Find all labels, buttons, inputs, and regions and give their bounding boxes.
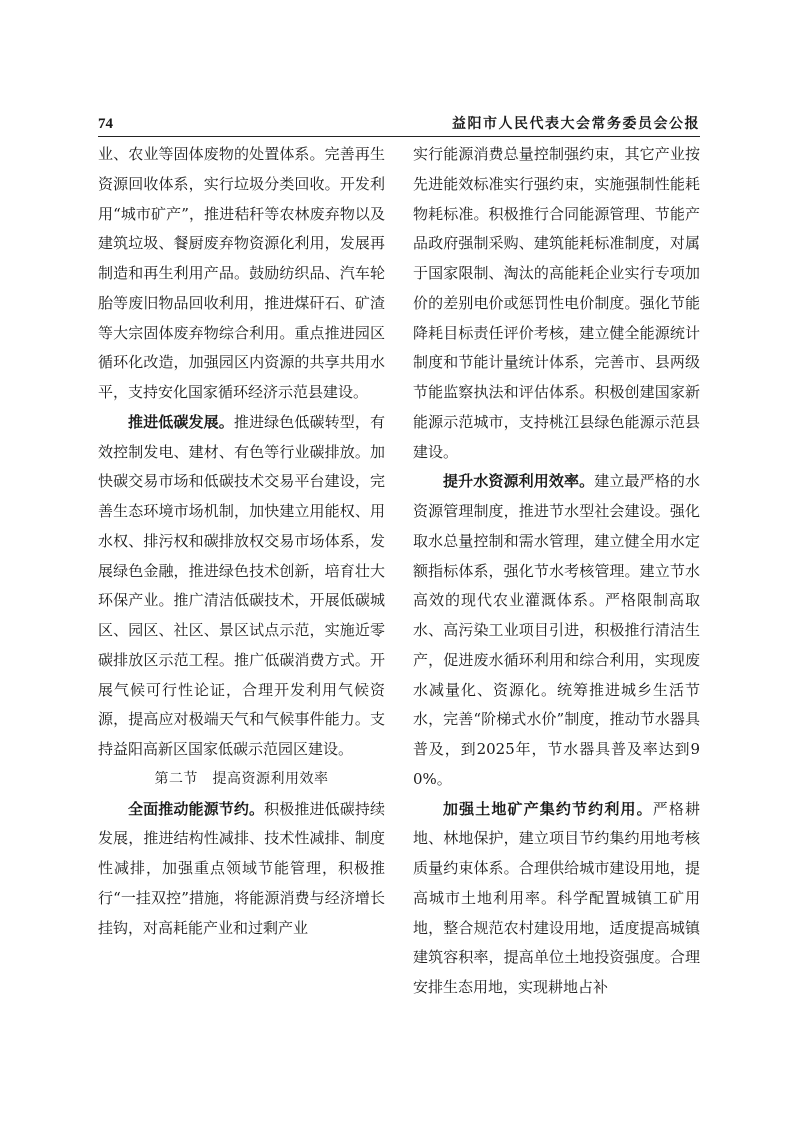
paragraph-text: 推进绿色低碳转型，有效控制发电、建材、有色等行业碳排放。加快碳交易市场和低碳技术交易平台建设，完善生态环境市场机制，加快建立用能权、用水权、排污权和碳排放权交易市场体系，发展绿色金融，推进绿色技术创新，培育壮大环保产业。推广清洁低碳技术，开展低碳城区、园区、社区、景区试点示范，实施近零碳排放区示范工程。推广低碳消费方式。开展气候可行性论证，合理开发利用气候资源，提高应对极端天气和气候事件能力。支持益阳高新区国家低碳示范园区建设。 (98, 412, 385, 758)
right-column (413, 140, 700, 1003)
paragraph-text: 实行能源消费总量控制强约束，其它产业按先进能效标准实行强约束，实施强制性能耗物耗标准。积极推行合同能源管理、节能产品政府强制采购、建筑能耗标准制度，对属于国家限制、淘汰的高能耗企业实行专项加价的差别电价或惩罚性电价制度。强化节能降耗目标责任评价考核，建立健全能源统计制度和节能计量统计体系，完善市、县两级节能监察执法和评估体系。积极创建国家新能源示范城市，支持桃江县绿色能源示范县建设。 (413, 145, 700, 461)
paragraph-land (413, 795, 700, 1003)
page-header (98, 114, 700, 134)
paragraph-text: 建立最严格的水资源管理制度，推进节水型社会建设。强化取水总量控制和需水管理，建立健全用水定额指标体系，强化节水考核管理。建立节水高效的现代农业灌溉体系。严格限制高取水、高污染工业项目引进，积极推行清洁生产，促进废水循环利用和综合利用，实现废水减量化、资源化。统筹推进城乡生活节水，完善“阶梯式水价”制度，推动节水器具普及，到2025年，节水器具普及率达到90%。 (413, 472, 700, 788)
paragraph-continued (413, 140, 700, 467)
journal-title: 益阳市人民代表大会常务委员会公报 (452, 116, 700, 132)
paragraph-energy-saving (98, 795, 385, 944)
paragraph-lead: 加强土地矿产集约节约利用。 (443, 799, 653, 818)
paragraph-text: 严格耕地、林地保护，建立项目节约集约用地考核质量约束体系。合理供给城市建设用地，提高城市土地利用率。科学配置城镇工矿用地，整合规范农村建设用地，适度提高城镇建筑容积率，提高单位土地投资强度。合理安排生态用地，实现耕地占补 (413, 799, 700, 996)
paragraph-text: 业、农业等固体废物的处置体系。完善再生资源回收体系，实行垃圾分类回收。开发利用“城市矿产”，推进秸秆等农林废弃物以及建筑垃圾、餐厨废弃物资源化利用，发展再制造和再生利用产品。鼓励纺织品、汽车轮胎等废旧物品回收利用，推进煤矸石、矿渣等大宗固体废弃物综合利用。重点推进园区循环化改造，加强园区内资源的共享共用水平，支持安化国家循环经济示范县建设。 (98, 145, 385, 401)
header-rule (98, 136, 700, 137)
page-number: 74 (98, 116, 113, 132)
paragraph-continued (98, 140, 385, 408)
paragraph-lead: 推进低碳发展。 (128, 412, 234, 431)
paragraph-lead: 提升水资源利用效率。 (443, 472, 595, 491)
paragraph-lead: 全面推动能源节约。 (128, 799, 265, 818)
paragraph-water (413, 467, 700, 794)
paragraph-low-carbon (98, 408, 385, 765)
section-title: 第二节 提高资源利用效率 (154, 770, 329, 787)
paragraph-text: 积极推进低碳持续发展，推进结构性减排、技术性减排、制度性减排，加强重点领域节能管理，积极推行“一挂双控”措施，将能源消费与经济增长挂钩，对高耗能产业和过剩产业 (98, 799, 385, 937)
left-column (98, 140, 385, 943)
